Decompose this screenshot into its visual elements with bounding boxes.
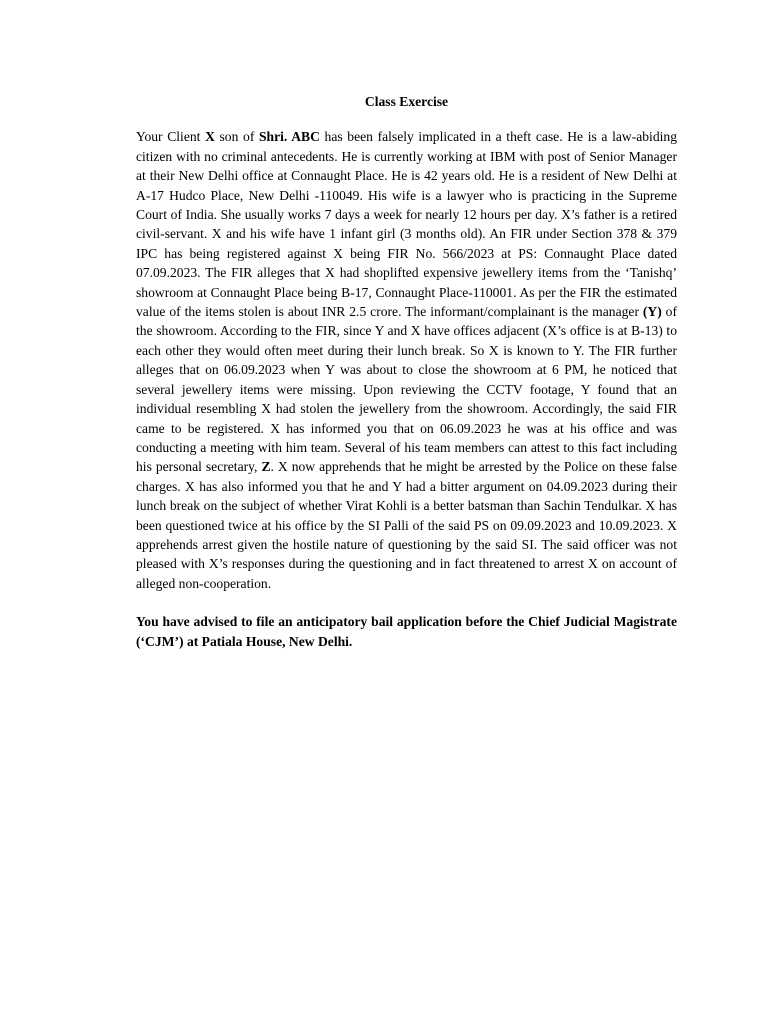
paragraph-text-3: has been falsely implicated in a theft case. He is a law-abiding citizen with no criminal antecedents. He is currently working at IBM with post of Senior Manager at their New Delhi office at Connaught Place. He is 42 years old. He is a resident of New Delhi at A-17 Hudco Place, New Delhi -110049. His wife is a lawyer who is practicing in the Supreme Court of India. She usually works 7 days a week for nearly 12 hours per day. X’s father is a retired civil-servant. X and his wife have 1 infant girl (3 months old). An FIR under Section 378 & 379 IPC has being registered against X being FIR No. 566/2023 at PS: Connaught Place dated 07.09.2023. The FIR alleges that X had shoplifted expensive jewellery items from the ‘Tanishq’ showroom at Connaught Place being B-17, Connaught Place-110001. As per the FIR the estimated value of the items stolen is about INR 2.5 crore. The informant/complainant is the manager xyxy=(136,129,678,320)
document-title: Class Exercise xyxy=(364,94,449,109)
paragraph-text-4: of the showroom. According to the FIR, since Y and X have offices adjacent (X’s office is at B-13) to each other they would often meet during their lunch break. So X is known to Y. The FIR further alleges that on 06.09.2023 when Y was about to close the showroom at 6 PM, he noticed that several jewellery items were missing. Upon reviewing the CCTV footage, Y found that an individual resembling X had stolen the jewellery from the showroom. Accordingly, the said FIR came to be registered. X has informed you that on 06.09.2023 he was at his office and was conducting a meeting with him team. Several of his team members can attest to this fact including his personal secretary, xyxy=(136,304,678,475)
paragraph-text-5: . X now apprehends that he might be arrested by the Police on these false charges. X has also informed you that he and Y had a bitter argument on 04.09.2023 during their lunch break on the subject of whether Virat Kohli is a better batsman than Sachin Tendulkar. X has been questioned twice at his office by the SI Palli of the said PS on 09.09.2023 and 10.09.2023. X apprehends arrest given the hostile nature of questioning by the said SI. The said officer was not pleased with X’s responses during the questioning and in fact threatened to arrest X on account of alleged non-cooperation. xyxy=(136,459,677,591)
paragraph-text-1: Your Client xyxy=(136,129,206,145)
case-facts-paragraph xyxy=(136,127,677,593)
complainant-name-bold: (Y) xyxy=(642,304,662,320)
advice-conclusion: You have advised to file an anticipatory bail application before the Chief Judicial Magistrate (‘CJM’) at Patiala House, New Delhi. xyxy=(136,614,677,649)
father-name-bold: Shri. ABC xyxy=(258,129,320,145)
client-name-bold: X xyxy=(205,129,215,145)
document-content xyxy=(136,92,677,651)
paragraph-text-2: son of xyxy=(214,129,259,145)
secretary-name-bold: Z xyxy=(261,459,271,475)
